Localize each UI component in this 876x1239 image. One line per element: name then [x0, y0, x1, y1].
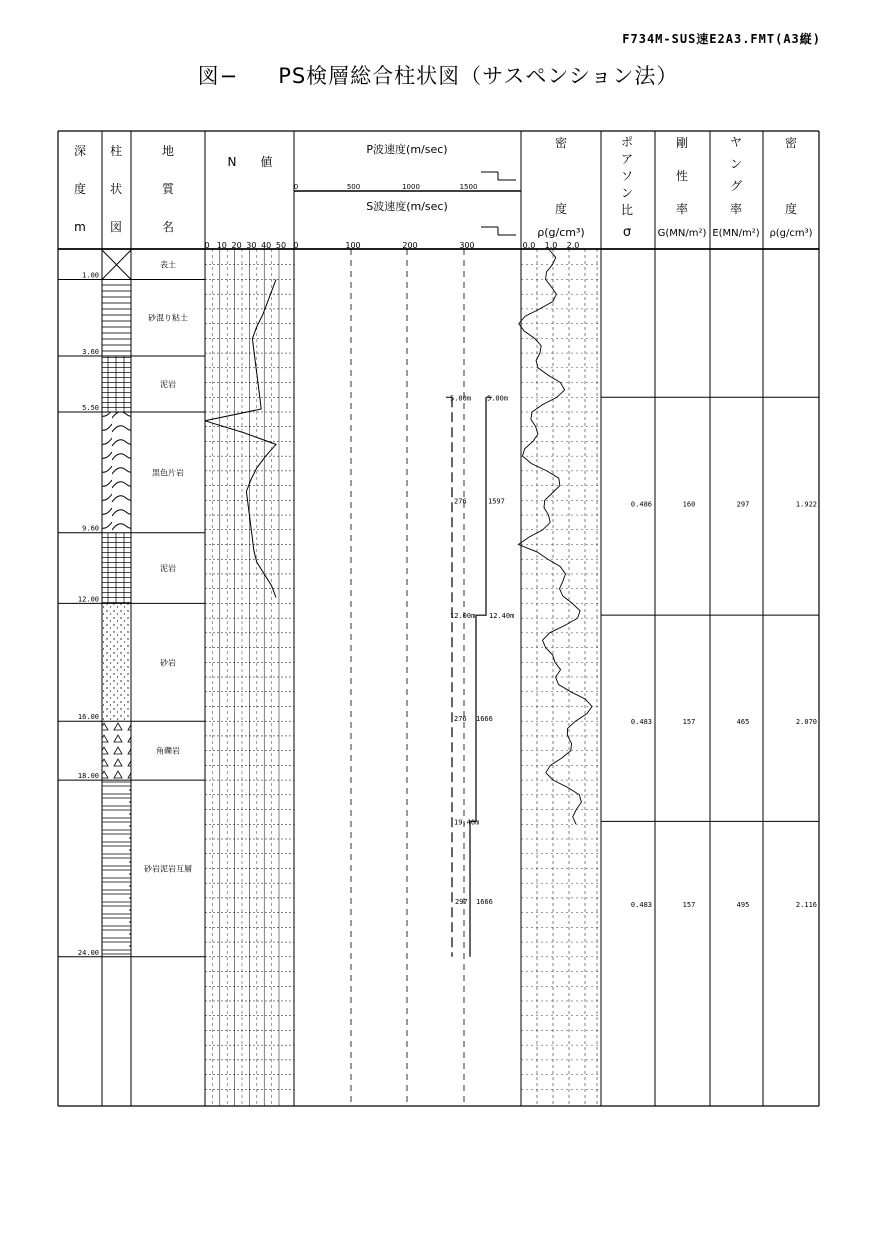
stratum-depth-label: 5.50 — [82, 403, 99, 412]
stratum-depth-label: 16.00 — [77, 713, 99, 722]
young-value: 465 — [736, 718, 750, 727]
density-tick-label: 1.0 — [544, 241, 558, 250]
header-column-0: 柱 — [109, 144, 123, 158]
label-l1-s: 276 — [454, 497, 467, 506]
rigidity-value: 157 — [682, 718, 696, 727]
header-poisson-0: ポ — [620, 135, 634, 149]
young-value: 297 — [736, 500, 750, 509]
stratum-depth-label: 18.00 — [77, 772, 99, 781]
header-rigidity-0: 剛 — [675, 136, 689, 150]
poisson-value: 0.483 — [630, 718, 652, 727]
header-n-value: N 値 — [227, 155, 273, 169]
label-l1-p: 1597 — [488, 497, 505, 506]
header-density-2: ρ(g/cm³) — [769, 228, 813, 239]
stratum-depth-label: 1.00 — [82, 271, 99, 280]
axis-tick-label: 300 — [459, 241, 475, 250]
header-depth-0: 深 — [73, 144, 87, 158]
header-column-2: 図 — [109, 220, 123, 234]
label-l1-top-p: 5.00m — [487, 394, 509, 403]
stratum-depth-label: 12.00 — [77, 595, 99, 604]
header-poisson-2: ソ — [620, 169, 634, 183]
stratum-pattern — [102, 603, 131, 721]
stratum-name: 砂岩 — [160, 658, 176, 668]
header-young-2: グ — [729, 179, 743, 193]
stratum-name: 角礫岩 — [156, 746, 180, 756]
header-young-0: ヤ — [729, 135, 743, 149]
density-tick-label: 0.0 — [522, 241, 536, 250]
stratum-depth-label: 24.00 — [77, 948, 99, 957]
figure-title-text: PS検層総合柱状図（サスペンション法） — [278, 64, 679, 88]
density-tick-label: 2.0 — [566, 241, 580, 250]
n-value-curve — [205, 279, 276, 597]
stratum-pattern — [102, 412, 131, 533]
header-column-1: 状 — [109, 182, 123, 196]
axis-tick-label: 0 — [293, 241, 299, 250]
header-density-log-0: 密 — [554, 136, 568, 150]
stratum-name: 泥岩 — [160, 379, 176, 389]
header-geology-0: 地 — [161, 144, 175, 158]
header-young-1: ン — [729, 157, 743, 171]
n-tick-label: 50 — [275, 241, 287, 250]
p-tick-label: 1500 — [459, 183, 478, 191]
stratum-name: 泥岩 — [160, 564, 176, 574]
rigidity-value: 157 — [682, 900, 696, 909]
header-s-wave: S波速度(m/sec) — [366, 200, 448, 213]
label-l1-top-s: 5.00m — [450, 394, 472, 403]
header-rigidity-1: 性 — [675, 169, 689, 183]
p-tick-label: 500 — [346, 183, 361, 191]
density-value: 2.070 — [795, 718, 817, 727]
p-tick-label: 1000 — [402, 183, 420, 191]
p-wave-profile — [470, 397, 486, 957]
header-depth-1: 度 — [73, 182, 87, 196]
header-poisson-1: ア — [620, 152, 634, 166]
n-tick-label: 10 — [216, 241, 227, 250]
header-density-log-1: 度 — [554, 202, 568, 216]
label-l2-s: 276 — [454, 715, 467, 724]
header-geology-1: 質 — [161, 182, 175, 196]
label-l2-top-p: 12.40m — [489, 612, 515, 621]
header-rigidity-3: G(MN/m²) — [657, 228, 707, 239]
file-identifier: F734M-SUS速E2A3.FMT(A3縦) — [622, 32, 821, 46]
n-tick-label: 30 — [246, 241, 257, 250]
label-l3-top: 19.40m — [454, 818, 480, 827]
header-poisson-4: 比 — [620, 203, 634, 217]
header-poisson-3: ン — [620, 186, 634, 200]
poisson-value: 0.486 — [630, 500, 652, 509]
stratum-name: 表土 — [160, 260, 176, 270]
density-log-curve — [518, 250, 592, 824]
header-p-wave: P波速度(m/sec) — [366, 143, 448, 156]
density-value: 1.922 — [795, 500, 817, 509]
stratum-pattern — [102, 721, 131, 780]
axis-tick-label: 100 — [345, 241, 361, 250]
stratum-depth-label: 3.60 — [82, 348, 99, 357]
n-tick-label: 0 — [204, 241, 210, 250]
label-l2-p: 1666 — [476, 715, 493, 724]
axis-tick-label: 200 — [402, 241, 418, 250]
stratum-name: 砂岩泥岩互層 — [144, 864, 192, 874]
stratum-pattern — [102, 356, 131, 412]
stratum-name: 砂混り粘土 — [148, 313, 188, 323]
label-l2-top-s: 12.00m — [450, 612, 476, 621]
header-rigidity-2: 率 — [675, 202, 689, 216]
header-poisson-sigma: σ — [622, 225, 632, 240]
figure-label: 図− — [197, 64, 239, 88]
poisson-value: 0.483 — [630, 900, 652, 909]
header-young-3: 率 — [729, 202, 743, 216]
stratum-pattern — [102, 780, 131, 957]
header-density-1: 度 — [784, 202, 798, 216]
header-depth-2: m — [74, 220, 86, 234]
p-tick-label: 0 — [293, 183, 299, 191]
stratum-pattern — [102, 533, 131, 604]
stratum-name: 黒色片岩 — [152, 468, 184, 478]
label-l3-p: 1666 — [476, 897, 493, 906]
header-geology-2: 名 — [161, 220, 175, 234]
rigidity-value: 160 — [682, 500, 696, 509]
header-density-log-2: ρ(g/cm³) — [537, 226, 585, 239]
label-l3-s: 297 — [455, 897, 468, 906]
density-value: 2.116 — [795, 900, 817, 909]
header-young-4: E(MN/m²) — [712, 228, 760, 239]
n-tick-label: 40 — [261, 241, 272, 250]
stratum-pattern — [102, 279, 131, 356]
header-density-0: 密 — [784, 136, 798, 150]
young-value: 495 — [736, 900, 750, 909]
stratum-depth-label: 9.60 — [82, 524, 99, 533]
n-tick-label: 20 — [231, 241, 242, 250]
